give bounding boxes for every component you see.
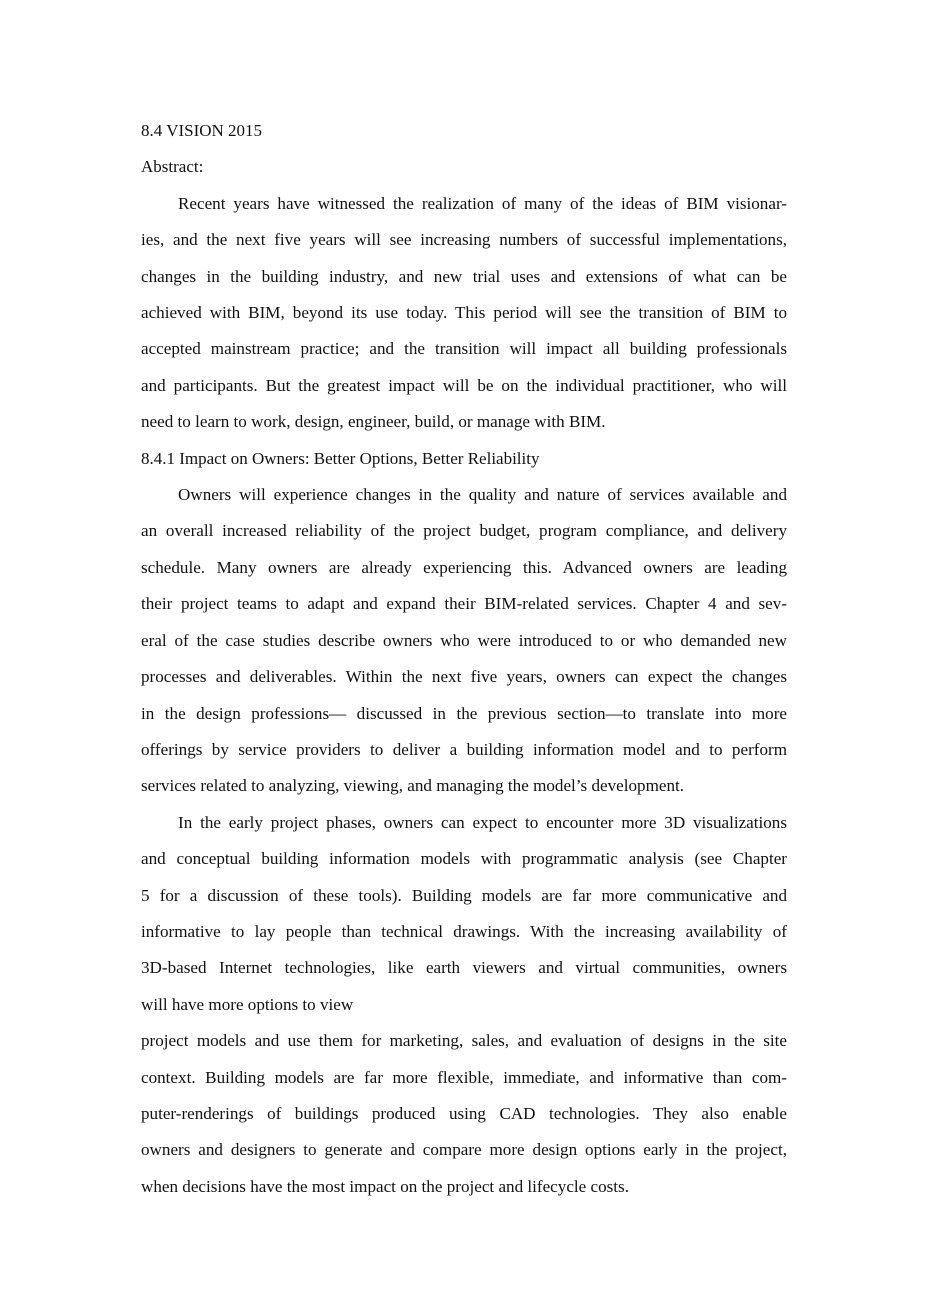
- text-line: changes in the building industry, and new trial uses and extensions of what can be: [141, 266, 787, 286]
- text-line: when decisions have the most impact on the project and lifecycle costs.: [141, 1176, 629, 1196]
- text-line: owners and designers to generate and compare more design options early in the project,: [141, 1140, 787, 1160]
- text-line: and participants. But the greatest impact will be on the individual practitioner, who will: [141, 375, 787, 395]
- owners-paragraph-2: [141, 805, 787, 1023]
- text-line: puter-renderings of buildings produced using CAD technologies. They also enable: [141, 1103, 787, 1123]
- owners-paragraph-3: [141, 1023, 787, 1205]
- document-page: [141, 113, 787, 1205]
- text-line: in the design professions— discussed in the previous section—to translate into more: [141, 703, 787, 723]
- text-line: will have more options to view: [141, 994, 354, 1014]
- text-line: project models and use them for marketing, sales, and evaluation of designs in the site: [141, 1031, 787, 1051]
- text-line: 3D-based Internet technologies, like earth viewers and virtual communities, owners: [141, 958, 787, 978]
- text-line: services related to analyzing, viewing, and managing the model’s development.: [141, 776, 685, 796]
- subsection-title: 8.4.1 Impact on Owners: Better Options, Better Reliability: [141, 448, 540, 468]
- text-line: ies, and the next five years will see increasing numbers of successful implementations,: [141, 230, 787, 250]
- text-line: need to learn to work, design, engineer, build, or manage with BIM.: [141, 412, 606, 432]
- text-line: offerings by service providers to deliver a building information model and to perform: [141, 739, 787, 759]
- text-line: In the early project phases, owners can expect to encounter more 3D visualizations: [178, 812, 787, 832]
- owners-paragraph-1: [141, 477, 787, 805]
- abstract-paragraph: [141, 186, 787, 441]
- text-line: achieved with BIM, beyond its use today. This period will see the transition of BIM to: [141, 303, 787, 323]
- text-line: and conceptual building information models with programmatic analysis (see Chapter: [141, 849, 787, 869]
- text-line: their project teams to adapt and expand their BIM-related services. Chapter 4 and sev-: [141, 594, 787, 614]
- text-line: processes and deliverables. Within the next five years, owners can expect the changes: [141, 667, 787, 687]
- text-line: 5 for a discussion of these tools). Building models are far more communicative and: [141, 885, 787, 905]
- text-line: Owners will experience changes in the quality and nature of services available and: [178, 485, 787, 505]
- text-line: schedule. Many owners are already experiencing this. Advanced owners are leading: [141, 557, 787, 577]
- text-line: Recent years have witnessed the realization of many of the ideas of BIM visionar-: [178, 193, 787, 213]
- text-line: an overall increased reliability of the project budget, program compliance, and delivery: [141, 521, 787, 541]
- text-line: context. Building models are far more flexible, immediate, and informative than com-: [141, 1067, 787, 1087]
- abstract-label: Abstract:: [141, 157, 204, 177]
- section-title: 8.4 VISION 2015: [141, 121, 263, 140]
- text-line: accepted mainstream practice; and the transition will impact all building professionals: [141, 339, 787, 359]
- text-line: eral of the case studies describe owners who were introduced to or who demanded new: [141, 630, 787, 650]
- text-line: informative to lay people than technical drawings. With the increasing availability of: [141, 921, 787, 941]
